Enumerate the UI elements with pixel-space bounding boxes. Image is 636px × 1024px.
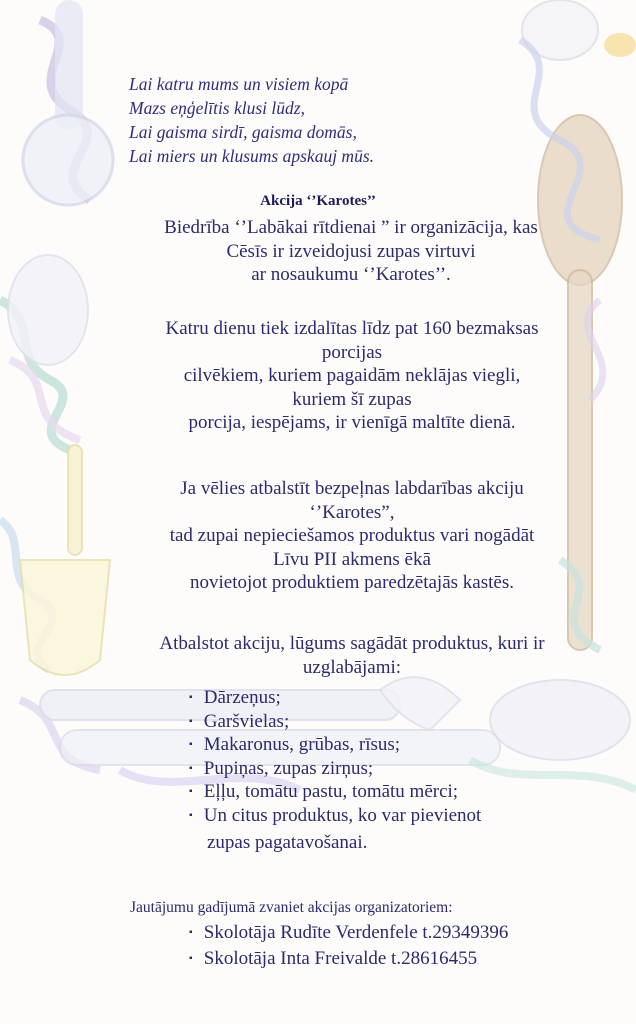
bullet-icon: ▪ <box>189 809 193 821</box>
poem-line: Mazs eņģelītis klusi lūdz, <box>129 98 305 118</box>
campaign-title: Akcija ‘’Karotes’’ <box>260 193 376 209</box>
poem-line: Lai gaisma sirdī, gaisma domās, <box>129 122 357 142</box>
support-line: tad zupai nepieciešamos produktus vari nogādāt <box>169 525 535 546</box>
support-line: novietojot produktiem paredzētajās kastēs. <box>190 572 514 593</box>
list-item: ▪ Garšvielas; <box>189 710 290 732</box>
contact-item: ▪ Skolotāja Rudīte Verdenfele t.29349396 <box>189 920 508 946</box>
daily-paragraph <box>0 317 636 435</box>
poem-line: Lai katru mums un visiem kopā <box>129 74 349 94</box>
support-line: Līvu PII akmens ēkā <box>273 548 431 570</box>
bullet-icon: ▪ <box>189 927 193 938</box>
support-paragraph <box>0 477 636 595</box>
bullet-icon: ▪ <box>189 739 193 751</box>
intro-line: Cēsīs ir izveidojusi zupas virtuvi <box>226 240 476 262</box>
poem-line: Lai miers un klusums apskauj mūs. <box>129 146 375 166</box>
contact-item: ▪ Skolotāja Inta Freivalde t.28616455 <box>189 946 508 972</box>
egg-yolk <box>604 33 636 57</box>
request-line: uzglabājami: <box>302 656 402 678</box>
daily-line: Katru dienu tiek izdalītas līdz pat 160 bezmaksas <box>165 318 539 339</box>
bullet-icon: ▪ <box>189 953 193 964</box>
list-item: ▪ Eļļu, tomātu pastu, tomātu mērci; <box>189 781 459 803</box>
bullet-icon: ▪ <box>189 692 193 703</box>
intro-paragraph <box>0 216 636 287</box>
request-paragraph <box>0 632 636 679</box>
bullet-icon: ▪ <box>189 715 193 727</box>
ladle-handle <box>55 0 83 130</box>
daily-line: porcijas <box>321 341 383 363</box>
list-item: ▪ Pupiņas, zupas zirņus; <box>189 757 374 779</box>
poem <box>129 72 374 168</box>
bullet-icon: ▪ <box>189 786 193 798</box>
request-line: Atbalstot akciju, lūgums sagādāt produktus, kuri ir <box>159 633 545 654</box>
ribbon-decoration <box>470 760 636 790</box>
list-item-continuation: zupas pagatavošanai. <box>207 831 368 853</box>
ladle-bowl <box>23 115 113 205</box>
product-list <box>189 686 481 854</box>
bullet-icon: ▪ <box>189 762 193 774</box>
intro-line: Biedrība ‘’Labākai rītdienai ” ir organizācija, kas <box>164 217 538 238</box>
list-item: ▪ Un citus produktus, ko var pievienot <box>189 804 482 826</box>
contact-intro: Jautājumu gadījumā zvaniet akcijas organizatoriem: <box>130 899 453 916</box>
daily-line: porcija, iespējams, ir vienīgā maltīte dienā. <box>188 412 516 433</box>
daily-line: kuriem šī zupas <box>292 388 412 410</box>
whisk <box>490 680 630 760</box>
list-item: ▪ Dārzeņus; <box>189 687 281 708</box>
intro-line: ar nosaukumu ‘’Karotes’’. <box>251 264 451 285</box>
support-line: ‘’Karotes”, <box>309 501 395 523</box>
support-line: Ja vēlies atbalstīt bezpeļnas labdarības akciju <box>180 478 524 499</box>
daily-line: cilvēkiem, kuriem pagaidām neklājas viegli, <box>183 365 521 386</box>
list-item: ▪ Makaronus, grūbas, rīsus; <box>189 734 401 756</box>
contact-list <box>189 920 508 972</box>
